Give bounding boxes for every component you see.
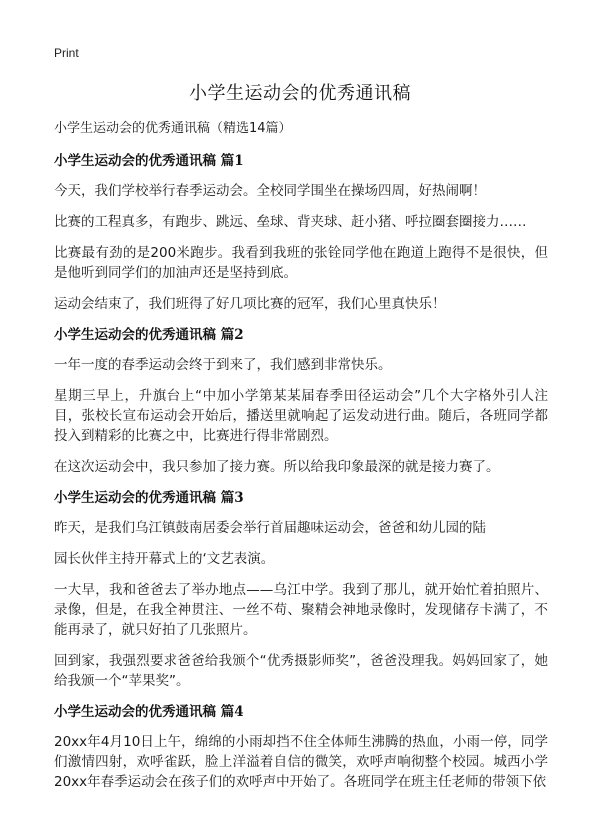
article-section bbox=[54, 488, 548, 691]
paragraph: 园长伙伴主持开幕式上的‘文艺表演。 bbox=[54, 551, 275, 567]
print-label[interactable]: Print bbox=[54, 46, 79, 60]
paragraph: 一年一度的春季运动会终于到来了，我们感到非常快乐。 bbox=[54, 357, 392, 373]
document-subtitle: 小学生运动会的优秀通讯稿（精选14篇） bbox=[54, 121, 292, 136]
paragraph: 运动会结束了，我们班得了好几项比赛的冠军，我们心里真快乐！ bbox=[54, 296, 446, 312]
paragraph: 在这次运动会中，我只参加了接力赛。所以给我印象最深的就是接力赛了。 bbox=[54, 459, 500, 475]
paragraph: 今天，我们学校举行春季运动会。全校同学围坐在操场四周，好热闹啊！ bbox=[54, 183, 486, 199]
paragraph: 昨天，是我们乌江镇鼓南居委会举行首届趣味运动会，爸爸和幼儿园的陆 bbox=[54, 520, 486, 536]
article-section bbox=[54, 151, 548, 314]
section-heading: 小学生运动会的优秀通讯稿 篇2 bbox=[54, 327, 244, 343]
paragraph: 比赛的工程真多，有跑步、跳远、垒球、背夹球、赶小猪、呼拉圈套圈接力…… bbox=[54, 214, 527, 230]
paragraph: 星期三早上，升旗台上“中加小学第某某届春季田径运动会”几个大字格外引人注目，张校长宣布运动会开始后，播送里就响起了运发动进行曲。随后，各班同学都投入到精彩的比赛之中，比赛进行得非常剧烈。 bbox=[54, 388, 548, 444]
paragraph: 一大早，我和爸爸去了举办地点——乌江中学。我到了那儿，就开始忙着拍照片、录像，但是，在我全神贯注、一丝不苟、聚精会神地录像时，发现储存卡满了，不能再录了，就只好拍了几张照片。 bbox=[54, 582, 548, 638]
document-body bbox=[54, 119, 548, 803]
section-heading: 小学生运动会的优秀通讯稿 篇4 bbox=[54, 704, 244, 720]
article-section bbox=[54, 702, 548, 792]
paragraph: 回到家，我强烈要求爸爸给我颁个“优秀摄影师奖”，爸爸没理我。妈妈回家了，她给我颁一个“苹果奖”。 bbox=[54, 653, 548, 689]
document-title: 小学生运动会的优秀通讯稿 bbox=[189, 83, 411, 104]
section-heading: 小学生运动会的优秀通讯稿 篇3 bbox=[54, 490, 244, 506]
paragraph: 比赛最有劲的是200米跑步。我看到我班的张铨同学他在跑道上跑得不是很快，但是他听到同学们的加油声还是坚持到底。 bbox=[54, 245, 548, 281]
article-section bbox=[54, 325, 548, 477]
paragraph: 20xx年4月10日上午，绵绵的小雨却挡不住全体师生沸腾的热血，小雨一停，同学们激情四射，欢呼雀跃，脸上洋溢着自信的微笑，欢呼声响彻整个校园。城西小学20xx年春季运动会在孩子们的欢呼声中开始了。各班同学在班主任老师的带领下依 bbox=[54, 734, 548, 790]
section-heading: 小学生运动会的优秀通讯稿 篇1 bbox=[54, 153, 244, 169]
